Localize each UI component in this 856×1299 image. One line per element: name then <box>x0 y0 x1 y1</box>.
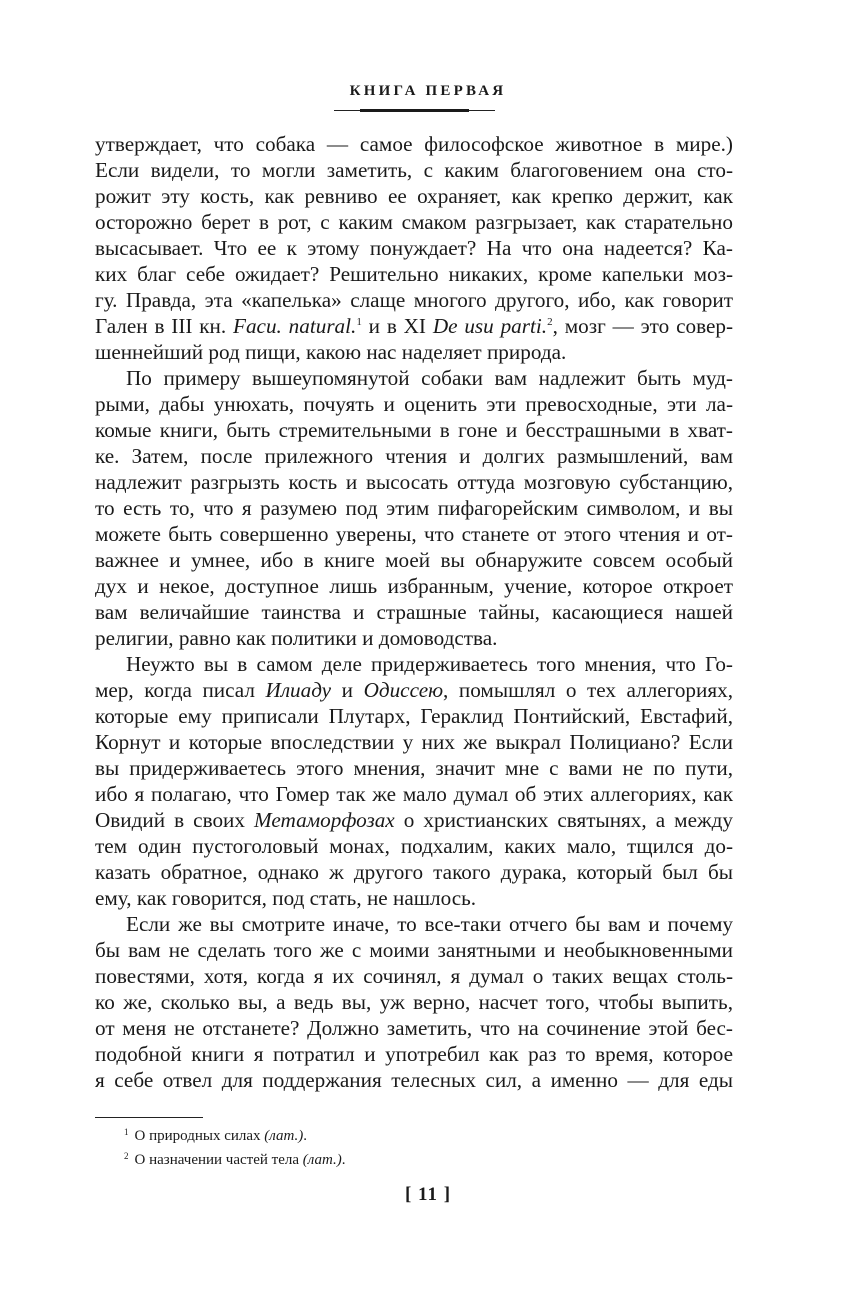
page-number-value: 11 <box>418 1184 438 1205</box>
footnote-italic: (лат.) <box>264 1128 304 1144</box>
italic-title: Илиаду <box>265 678 332 702</box>
text-line: то есть то, что я разумею под этим пифагорейским символом, и вы <box>95 496 733 520</box>
text-line: По примеру вышеупомянутой собаки вам надлежит быть муд- <box>126 366 733 390</box>
footnote-text: О назначении частей тела <box>134 1152 303 1168</box>
text-line: ему, как говорится, под стать, не нашлось. <box>95 886 477 910</box>
text-run: , помышлял о тех аллегориях, <box>443 678 733 702</box>
text-line: ко же, сколько вы, а ведь вы, уж верно, насчет того, чтобы выпить, <box>95 990 733 1014</box>
text-line: я себе отвел для поддержания телесных сил, а именно — для еды <box>95 1068 733 1092</box>
text-line: высасывает. Что ее к этому понуждает? На что она надеется? Ка- <box>95 236 733 260</box>
text-line <box>95 313 733 339</box>
text-run: и в XI <box>361 314 433 338</box>
text-line: осторожно берет в рот, с каким смаком разгрызает, как старательно <box>95 210 733 234</box>
text-run: мер, когда писал <box>95 678 266 702</box>
text-line: религии, равно как политики и домоводства. <box>95 626 498 650</box>
text-run: Овидий в своих <box>95 808 255 832</box>
text-line: подобной книги я потратил и употребил как раз то время, которое <box>95 1042 733 1066</box>
text-line: дух и некое, доступное лишь избранным, учение, которое откроет <box>95 574 733 598</box>
italic-title: Метаморфозах <box>254 808 395 832</box>
text-line: рыми, дабы унюхать, почуять и оценить эти превосходные, эти ла- <box>95 392 733 416</box>
text-line: шеннейший род пищи, какою нас наделяет природа. <box>95 340 567 364</box>
text-line: которые ему приписали Плутарх, Гераклид Понтийский, Евстафий, <box>95 704 733 728</box>
text-line: Если же вы смотрите иначе, то все-таки отчего бы вам и почему <box>126 912 733 936</box>
text-line: вам величайшие таинства и страшные тайны, касающиеся нашей <box>95 600 733 624</box>
bracket-open: [ <box>404 1184 413 1205</box>
footnote-mark: 1 <box>124 1127 129 1137</box>
text-line <box>95 677 733 703</box>
footnote-text: О природных силах <box>134 1128 265 1144</box>
text-line: важнее и умнее, ибо в книге моей вы обнаружите совсем особый <box>95 548 733 572</box>
text-line: утверждает, что собака — самое философское животное в мире.) <box>95 132 733 156</box>
footnote-1 <box>124 1122 346 1146</box>
text-line: бы вам не сделать того же с моими занятными и необыкновенными <box>95 938 733 962</box>
header-rule-thick <box>360 109 469 112</box>
text-run: , мозг — это совер- <box>552 314 733 338</box>
footnote-rule <box>95 1117 203 1118</box>
text-line: рожит эту кость, как ревниво ее охраняет, как крепко держит, как <box>95 184 733 208</box>
italic-title: Одиссею <box>363 678 444 702</box>
text-line: ке. Затем, после прилежного чтения и долгих размышлений, вам <box>95 444 733 468</box>
text-line: Неужто вы в самом деле придерживаетесь того мнения, что Го- <box>126 652 733 676</box>
footnote-reference: 1 <box>356 316 362 328</box>
text-run: и <box>331 678 364 702</box>
text-line: казать обратное, однако ж другого такого дурака, который был бы <box>95 860 733 884</box>
footnote-2 <box>124 1146 346 1170</box>
text-line: тем один пустоголовый монах, подхалим, каких мало, тщился до- <box>95 834 733 858</box>
text-line: Корнут и которые впоследствии у них же выкрал Полициано? Если <box>95 730 733 754</box>
footnote-end: . <box>303 1128 308 1144</box>
text-run: о христианских святынях, а между <box>394 808 733 832</box>
text-line: от меня не отстанете? Должно заметить, что на сочинение этой бес- <box>95 1016 733 1040</box>
page-number <box>0 1184 856 1206</box>
running-head: КНИГА ПЕРВАЯ <box>349 83 507 99</box>
text-line: надлежит разгрызть кость и высосать оттуда мозговую субстанцию, <box>95 470 733 494</box>
text-line: можете быть совершенно уверены, что станете от этого чтения и от- <box>95 522 733 546</box>
text-line: ибо я полагаю, что Гомер так же мало думал об этих аллегориях, как <box>95 782 733 806</box>
italic-title: De usu parti. <box>432 314 548 338</box>
text-line: ких благ себе ожидает? Решительно никаких, кроме капельки моз- <box>95 262 733 286</box>
text-line: комые книги, быть стремительными в гоне и бесстрашными в хват- <box>95 418 733 442</box>
footnote-italic: (лат.) <box>302 1152 342 1168</box>
text-run: Гален в III кн. <box>95 314 233 338</box>
italic-title: Facu. natural. <box>233 314 357 338</box>
footnotes <box>124 1122 346 1170</box>
body-text <box>95 131 733 1093</box>
text-line: повестями, хотя, когда я их сочинял, я думал о таких вещах столь- <box>95 964 733 988</box>
bracket-close: ] <box>443 1184 452 1205</box>
footnote-reference: 2 <box>547 316 553 328</box>
footnote-mark: 2 <box>124 1151 129 1161</box>
footnote-end: . <box>341 1152 346 1168</box>
text-line: гу. Правда, эта «капелька» слаще многого другого, ибо, как говорит <box>95 288 733 312</box>
text-line: Если видели, то могли заметить, с каким благоговением она сто- <box>95 158 733 182</box>
text-line: вы придерживаетесь этого мнения, значит мне с вами не по пути, <box>95 756 733 780</box>
text-line <box>95 807 733 833</box>
